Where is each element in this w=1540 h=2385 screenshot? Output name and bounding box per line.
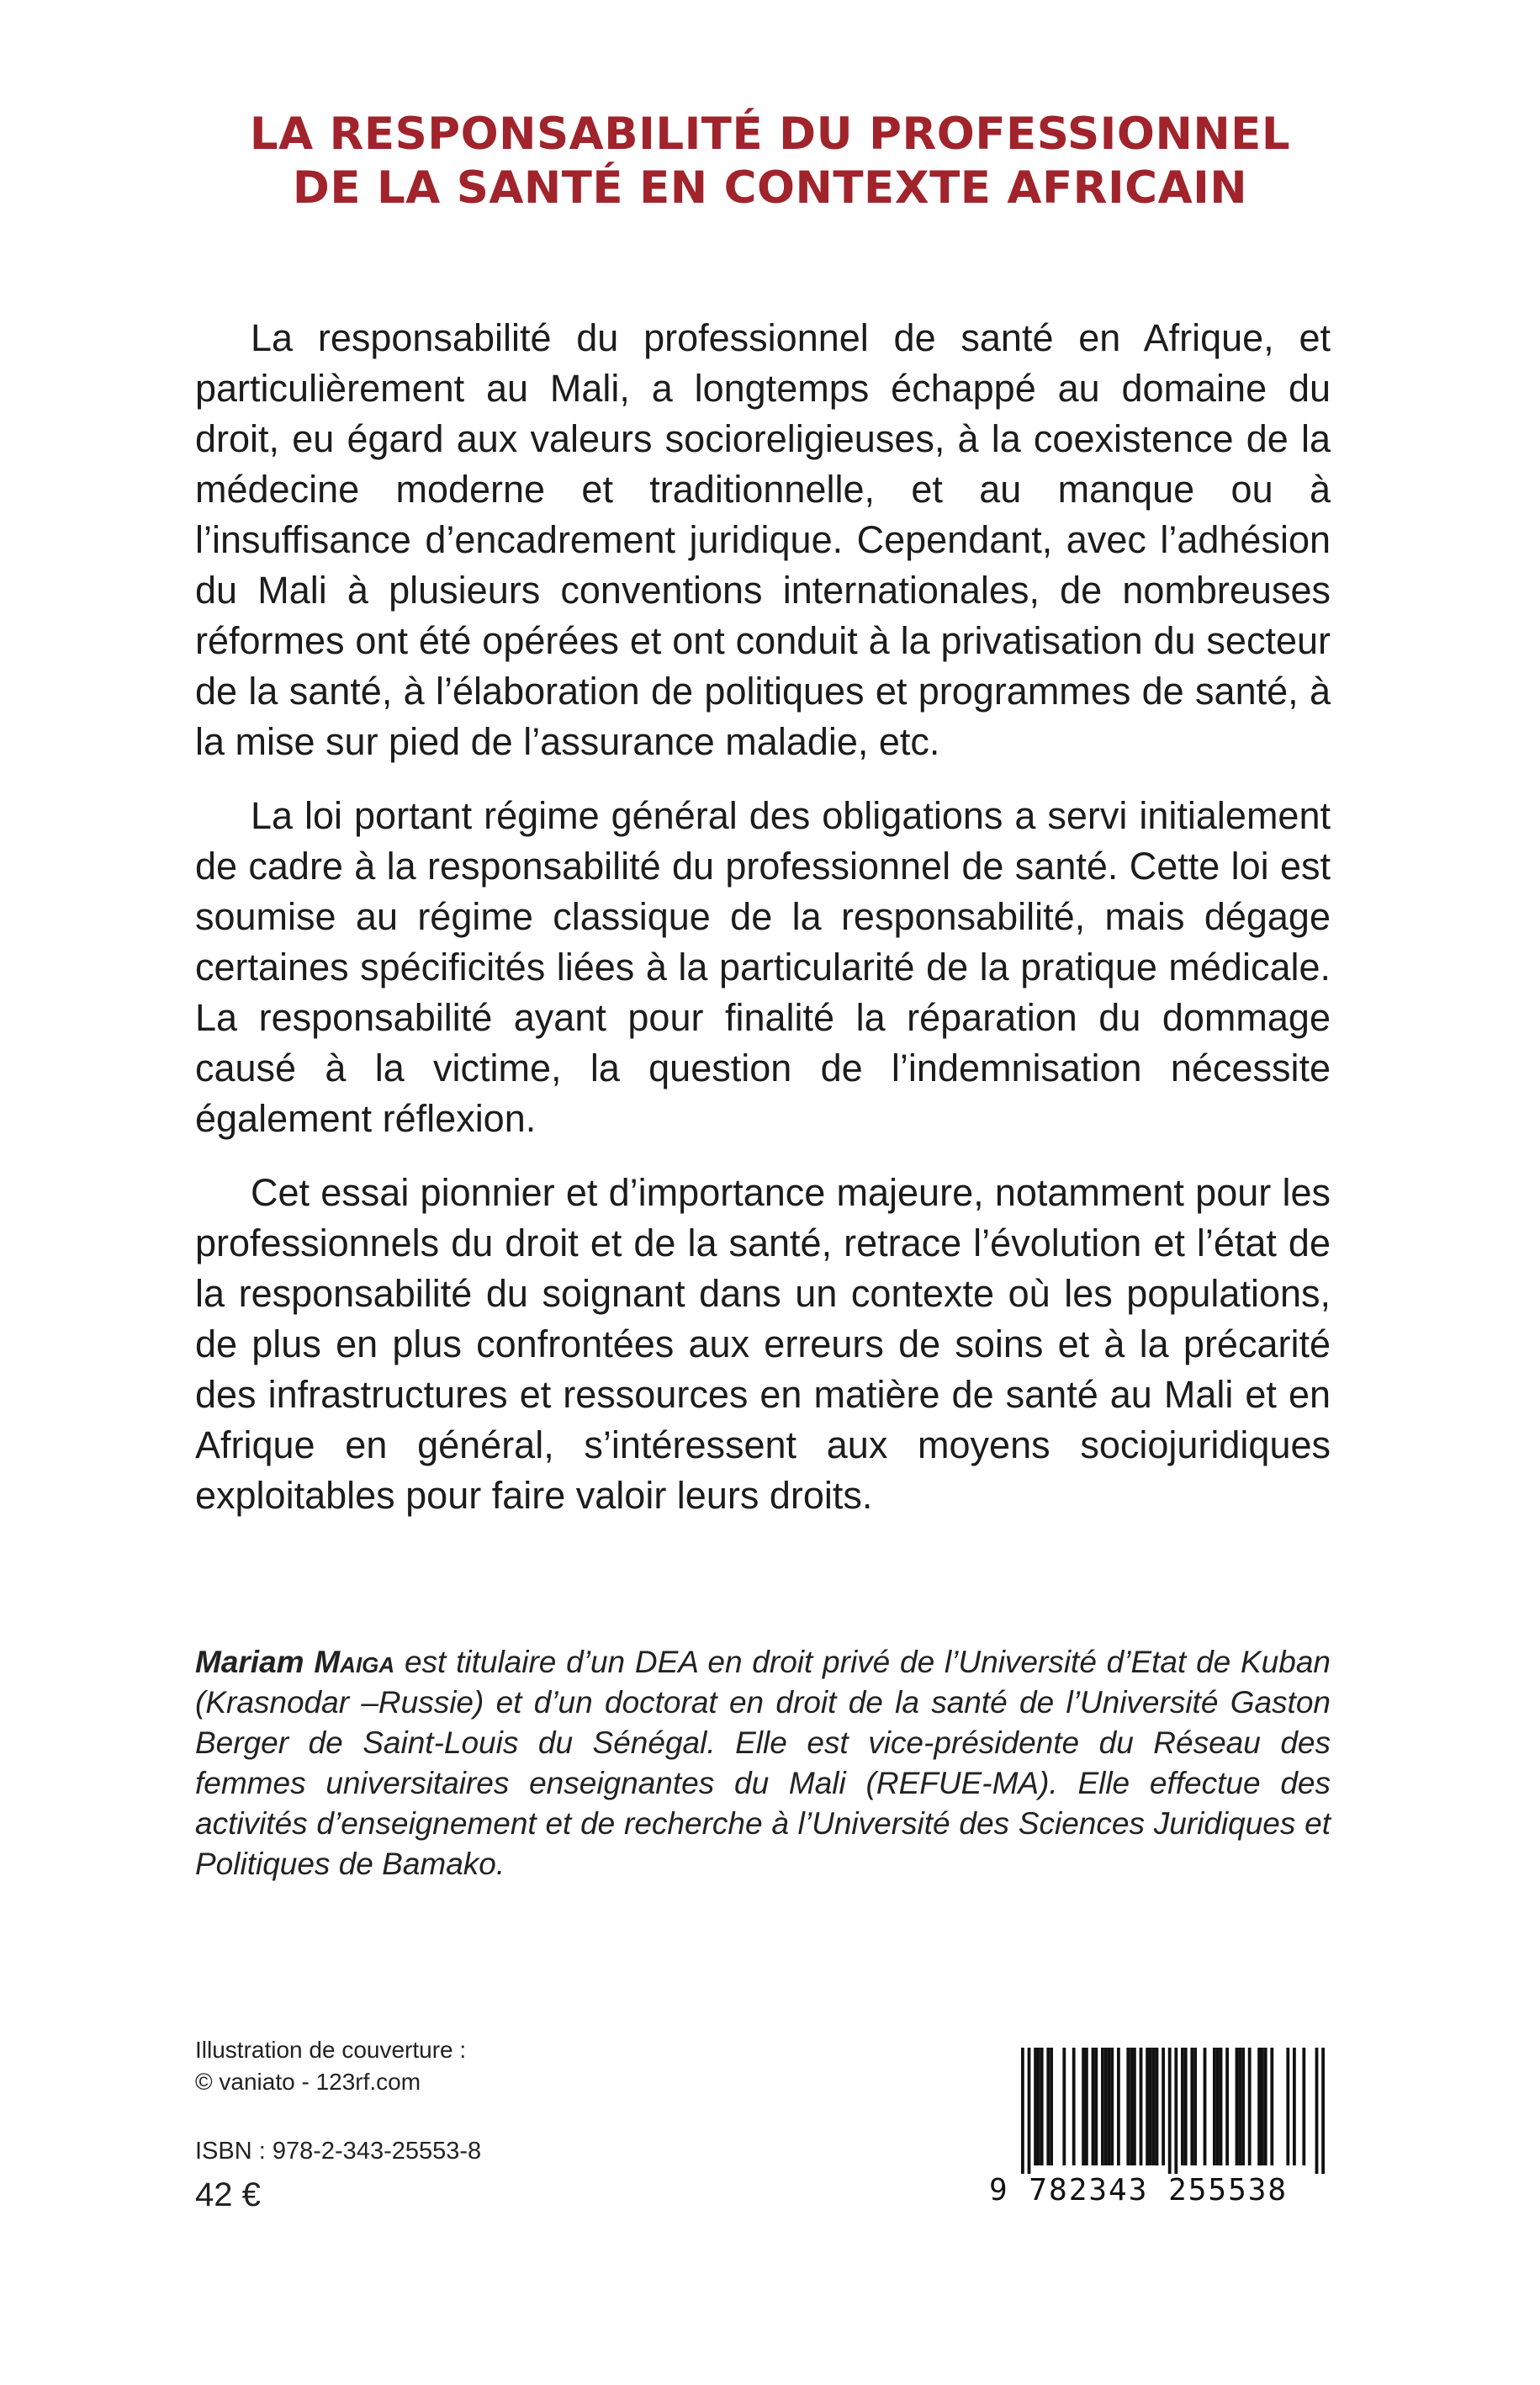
barcode-bar <box>1050 2048 1053 2165</box>
author-bio <box>195 1642 1331 1884</box>
barcode-bar <box>1152 2048 1156 2165</box>
barcode-bar <box>1092 2048 1095 2165</box>
blurb-paragraph-1: La responsabilité du professionnel de santé en Afrique, et particulièrement au Mali, a longtemps échappé au domaine du droit, eu égard aux valeurs socioreligieuses, à la coexistence de la médecine moderne et traditionnelle, et au manque ou à l’insuffisance d’encadrement juridique. Cependant, avec l’adhésion du Mali à plusieurs conventions internationales, de nombreuses réformes ont été opérées et ont conduit à la privatisation du secteur de la santé, à l’élaboration de politiques et programmes de santé, à la mise sur pied de l’assurance maladie, etc. <box>195 316 1331 763</box>
ean13-barcode-icon <box>989 2048 1336 2214</box>
barcode-bar <box>1204 2048 1207 2165</box>
barcode-bar <box>1213 2048 1216 2165</box>
barcode-bar <box>1184 2048 1188 2165</box>
author-bio-text: est titulaire d’un DEA en droit privé de l’Université d’Etat de Kuban (Krasnodar –Russie) et d’un doctorat en droit de la santé de l’Université Gaston Berger de Saint-Louis du Sénégal. Elle est vice-présidente du Réseau des femmes universitaires enseignantes du Mali (REFUE-MA). Elle effectue des activités d’enseignement et de recherche à l’Université des Sciences Juridiques et Politiques de Bamako. <box>195 1645 1331 1881</box>
barcode-bar <box>1286 2048 1289 2165</box>
barcode-bar <box>1174 2048 1177 2174</box>
barcode-bar <box>1216 2048 1220 2165</box>
barcode-bars <box>989 2048 1336 2174</box>
blurb <box>195 313 1331 1545</box>
blurb-paragraph-3: Cet essai pionnier et d’importance majeure, notamment pour les professionnels du droit et de la santé, retrace l’évolution et l’état de la responsabilité du soignant dans un contexte où les populations, de plus en plus confrontées aux erreurs de soins et à la précarité des infrastructures et ressources en matière de santé au Mali et en Afrique en général, s’intéressent aux moyens sociojuridiques exploitables pour faire valoir leurs droits. <box>195 1171 1331 1517</box>
barcode-bar <box>1321 2048 1325 2174</box>
barcode-bar <box>1046 2048 1050 2165</box>
barcode-bar <box>1037 2048 1040 2165</box>
barcode-bar <box>1108 2048 1111 2165</box>
barcode-bar <box>1315 2048 1319 2174</box>
barcode-bar <box>1293 2048 1296 2165</box>
barcode-bar <box>1104 2048 1108 2165</box>
barcode-bar <box>1082 2048 1085 2165</box>
barcode-bar <box>1181 2048 1184 2165</box>
barcode-bar <box>1236 2048 1239 2165</box>
barcode-digits: 9 782343 255538 <box>989 2173 1289 2207</box>
barcode-bar <box>1193 2048 1197 2165</box>
barcode-bar <box>1133 2048 1136 2165</box>
barcode-bar <box>1168 2048 1172 2174</box>
author-first-name: Mariam <box>195 1645 304 1679</box>
barcode-bar <box>1264 2048 1267 2165</box>
barcode-bar <box>1094 2048 1098 2165</box>
title-line-2: DE LA SANTÉ EN CONTEXTE AFRICAIN <box>292 162 1248 214</box>
barcode-bar <box>1156 2048 1159 2165</box>
barcode-bar <box>1085 2048 1088 2165</box>
barcode-bar <box>1062 2048 1066 2165</box>
barcode-bar <box>1110 2048 1114 2165</box>
barcode-bar <box>1149 2048 1152 2165</box>
blurb-paragraph-2: La loi portant régime général des obligations a servi initialement de cadre à la responsabilité du professionnel de santé. Cette loi est soumise au régime classique de la responsabilité, mais dégage certaines spécificités liées à la particularité de la pratique médicale. La responsabilité ayant pour finalité la réparation du dommage causé à la victime, la question de l’indemnisation nécessite également réflexion. <box>195 794 1331 1140</box>
isbn: ISBN : 978-2-343-25553-8 <box>195 2138 482 2165</box>
credits-line-1: Illustration de couverture : <box>195 2037 467 2063</box>
barcode-bar <box>1261 2048 1264 2165</box>
barcode-bar <box>1117 2048 1120 2165</box>
barcode-bar <box>1021 2048 1024 2174</box>
barcode-bar <box>1146 2048 1149 2165</box>
barcode-bar <box>1040 2048 1044 2165</box>
barcode-bar <box>1270 2048 1273 2165</box>
barcode-bar <box>1238 2048 1241 2165</box>
barcode-bar <box>1072 2048 1076 2165</box>
author-last-name: Maiga <box>314 1645 395 1679</box>
credits-line-2: © vaniato - 123rf.com <box>195 2069 421 2095</box>
book-title <box>0 108 1540 215</box>
barcode-bar <box>1257 2048 1261 2165</box>
title-line-1: LA RESPONSABILITÉ DU PROFESSIONNEL <box>249 109 1291 160</box>
barcode-bar <box>1162 2048 1165 2165</box>
barcode-bar <box>1034 2048 1037 2165</box>
barcode-bar <box>1220 2048 1223 2165</box>
barcode-bar <box>1028 2048 1031 2174</box>
barcode-bar <box>1241 2048 1245 2165</box>
barcode-bar <box>1126 2048 1130 2165</box>
barcode-bar <box>1101 2048 1104 2165</box>
barcode-bar <box>1248 2048 1252 2165</box>
barcode-bar <box>1130 2048 1133 2165</box>
barcode-bar <box>1140 2048 1143 2165</box>
cover-credits <box>195 2034 466 2098</box>
barcode-bar <box>1190 2048 1193 2165</box>
price: 42 € <box>195 2176 261 2213</box>
barcode-bar <box>1225 2048 1229 2165</box>
barcode-bar <box>1302 2048 1305 2165</box>
